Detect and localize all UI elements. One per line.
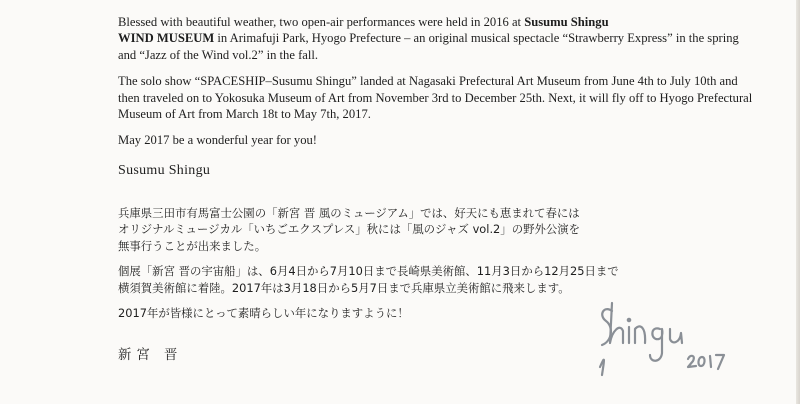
japanese-p2-line-2: 横須賀美術館に着陸。2017年は3月18日から5月7日まで兵庫県立美術館に飛来します。 <box>118 280 570 295</box>
japanese-signature: 新宮 晋 <box>118 348 183 363</box>
museum-name-bold: WIND MUSEUM <box>118 31 215 46</box>
japanese-p2-line-1: 個展「新宮 晋の宇宙船」は、6月4日から7月10日まで長崎県美術館、11月3日から12月25日まで <box>118 264 619 279</box>
paper-edge <box>796 0 800 404</box>
japanese-p1-line-3: 無事行うことが出来ました。 <box>118 238 267 253</box>
english-p1-text-b: in Arimafuji Park, Hyogo Prefecture – an original musical spectacle “Strawberry Express” in the spring and “Jazz of the Wind vol.2” in the fall. <box>118 31 739 62</box>
japanese-paragraph-3: 2017年が皆様にとって素晴らしい年になりますように！ <box>118 306 409 321</box>
artist-name-bold: Susumu Shingu <box>524 15 609 29</box>
japanese-paragraph-2 <box>118 263 638 296</box>
japanese-paragraph-1 <box>118 205 638 254</box>
english-p1-text-a: Blessed with beautiful weather, two open-air performances were held in 2016 at <box>118 15 525 29</box>
japanese-p1-line-1: 兵庫県三田市有馬富士公園の「新宮 晋 風のミュージアム」では、好天にも恵まれて春には <box>118 206 580 220</box>
english-paragraph-1 <box>118 14 758 63</box>
english-paragraph-3: May 2017 be a wonderful year for you! <box>118 133 317 148</box>
handwritten-signature <box>590 283 750 383</box>
english-signature: Susumu Shingu <box>118 163 211 178</box>
english-paragraph-2: The solo show “SPACESHIP–Susumu Shingu” landed at Nagasaki Prefectural Art Museum from June 4th to July 10th and then traveled on to Yokosuka Museum of Art from November 3rd to December 25th. Next, it will fly off to Hyogo Prefectural Museum of Art from March 18t to May 7th, 2017. <box>118 74 753 122</box>
english-message <box>118 14 758 159</box>
japanese-p1-line-2: オリジナルミュージカル「いちごエクスプレス」秋には「風のジャズ vol.2」の野外公演を <box>118 222 581 237</box>
japanese-message <box>118 205 638 330</box>
